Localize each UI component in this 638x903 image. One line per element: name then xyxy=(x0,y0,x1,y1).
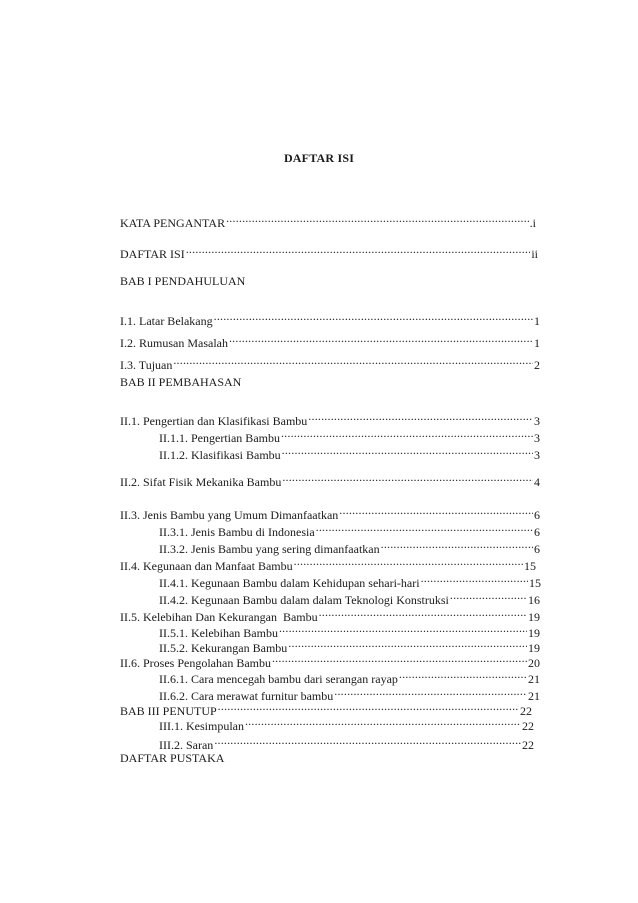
toc-entry-latar-belakang[interactable] xyxy=(120,309,540,329)
toc-entry-label: I.1. Latar Belakang xyxy=(120,314,213,328)
toc-entry-sifat-fisik[interactable] xyxy=(120,470,540,490)
dot-leader xyxy=(282,470,533,486)
dot-leader xyxy=(308,409,533,425)
toc-page-number: 2 xyxy=(534,358,540,372)
dot-leader xyxy=(272,651,527,667)
dot-leader xyxy=(214,733,521,749)
dot-leader xyxy=(214,309,533,325)
toc-entry-label: II.5.1. Kelebihan Bambu xyxy=(159,626,278,640)
toc-chapter-bab-1[interactable]: BAB I PENDAHULUAN xyxy=(120,274,246,288)
toc-page-number: .i xyxy=(529,216,536,230)
dot-leader xyxy=(319,605,527,621)
toc-page-number: 3 xyxy=(534,414,540,428)
toc-entry-label: DAFTAR ISI xyxy=(120,247,185,261)
toc-entry-label: II.4.2. Kegunaan Bambu dalam dalam Teknologi Konstruksi xyxy=(159,593,449,607)
toc-page-number: 21 xyxy=(528,689,540,703)
toc-page-number: 3 xyxy=(534,448,540,462)
toc-page-number: 1 xyxy=(534,336,540,350)
toc-page-number: 4 xyxy=(534,475,540,489)
toc-entry-label: KATA PENGANTAR xyxy=(120,216,226,230)
dot-leader xyxy=(245,714,521,730)
dot-leader xyxy=(229,331,533,347)
dot-leader xyxy=(450,588,527,604)
toc-entry-label: BAB III PENUTUP xyxy=(120,704,217,718)
toc-page-number: 16 xyxy=(528,593,540,607)
toc-entry-rumusan-masalah[interactable] xyxy=(120,331,540,351)
toc-page-number: 6 xyxy=(534,525,540,539)
toc-page-number: 3 xyxy=(534,431,540,445)
toc-entry-daftar-isi[interactable] xyxy=(120,242,538,262)
toc-entry-label: II.1.2. Klasifikasi Bambu xyxy=(159,448,281,462)
toc-entry-label: III.1. Kesimpulan xyxy=(159,719,244,733)
dot-leader xyxy=(316,520,533,536)
dot-leader xyxy=(339,503,533,519)
toc-page-number: 20 xyxy=(528,656,540,670)
toc-page-number: 22 xyxy=(522,738,534,752)
toc-entry-label: II.3. Jenis Bambu yang Umum Dimanfaatkan xyxy=(120,508,339,522)
toc-entry-label: II.3.2. Jenis Bambu yang sering dimanfaatkan xyxy=(159,542,380,556)
toc-entry-label: III.2. Saran xyxy=(159,738,214,752)
dot-leader xyxy=(334,684,527,700)
toc-entry-label: II.2. Sifat Fisik Mekanika Bambu xyxy=(120,475,282,489)
toc-entry-kesimpulan[interactable] xyxy=(159,714,534,734)
toc-entry-klasifikasi-bambu[interactable] xyxy=(159,443,540,463)
toc-entry-label: II.5.2. Kekurangan Bambu xyxy=(159,641,288,655)
toc-entry-kata-pengantar[interactable] xyxy=(120,211,536,231)
toc-entry-label: I.2. Rumusan Masalah xyxy=(120,336,228,350)
toc-entry-label: II.3.1. Jenis Bambu di Indonesia xyxy=(159,525,315,539)
toc-entry-label: II.6.2. Cara merawat furnitur bambu xyxy=(159,689,334,703)
toc-page-number: ii xyxy=(531,247,538,261)
toc-entry-label: II.6. Proses Pengolahan Bambu xyxy=(120,656,271,670)
dot-leader xyxy=(281,426,533,442)
dot-leader xyxy=(186,242,531,258)
toc-entry-label: II.1. Pengertian dan Klasifikasi Bambu xyxy=(120,414,308,428)
toc-chapter-bab-2[interactable]: BAB II PEMBAHASAN xyxy=(120,375,242,389)
toc-page-number: 19 xyxy=(528,610,540,624)
dot-leader xyxy=(218,699,519,715)
dot-leader xyxy=(294,554,523,570)
dot-leader xyxy=(226,211,529,227)
toc-page-number: 22 xyxy=(520,704,532,718)
toc-page-number: 19 xyxy=(528,626,540,640)
toc-entry-tujuan[interactable] xyxy=(120,353,540,373)
dot-leader xyxy=(279,621,527,637)
toc-entry-label: II.4.1. Kegunaan Bambu dalam Kehidupan sehari-hari xyxy=(159,576,420,590)
dot-leader xyxy=(399,667,527,683)
page-title: DAFTAR ISI xyxy=(283,151,355,165)
toc-page-number: 19 xyxy=(528,641,540,655)
toc-entry-daftar-pustaka[interactable]: DAFTAR PUSTAKA xyxy=(120,751,225,765)
dot-leader xyxy=(381,537,533,553)
toc-entry-label: II.1.1. Pengertian Bambu xyxy=(159,431,280,445)
dot-leader xyxy=(288,636,527,652)
toc-page-number: 21 xyxy=(528,672,540,686)
toc-entry-label: II.6.1. Cara mencegah bambu dari serangan rayap xyxy=(159,672,398,686)
toc-entry-label: II.4. Kegunaan dan Manfaat Bambu xyxy=(120,559,293,573)
dot-leader xyxy=(173,353,533,369)
toc-page-number: 1 xyxy=(534,314,540,328)
dot-leader xyxy=(421,571,528,587)
toc-page-number: 15 xyxy=(529,576,541,590)
toc-page-number: 22 xyxy=(522,719,534,733)
toc-entry-label: I.3. Tujuan xyxy=(120,358,173,372)
toc-page-number: 6 xyxy=(534,542,540,556)
toc-page-number: 15 xyxy=(524,559,536,573)
toc-page-number: 6 xyxy=(534,508,540,522)
dot-leader xyxy=(282,443,533,459)
toc-entry-label: II.5. Kelebihan Dan Kekurangan Bambu xyxy=(120,610,318,624)
